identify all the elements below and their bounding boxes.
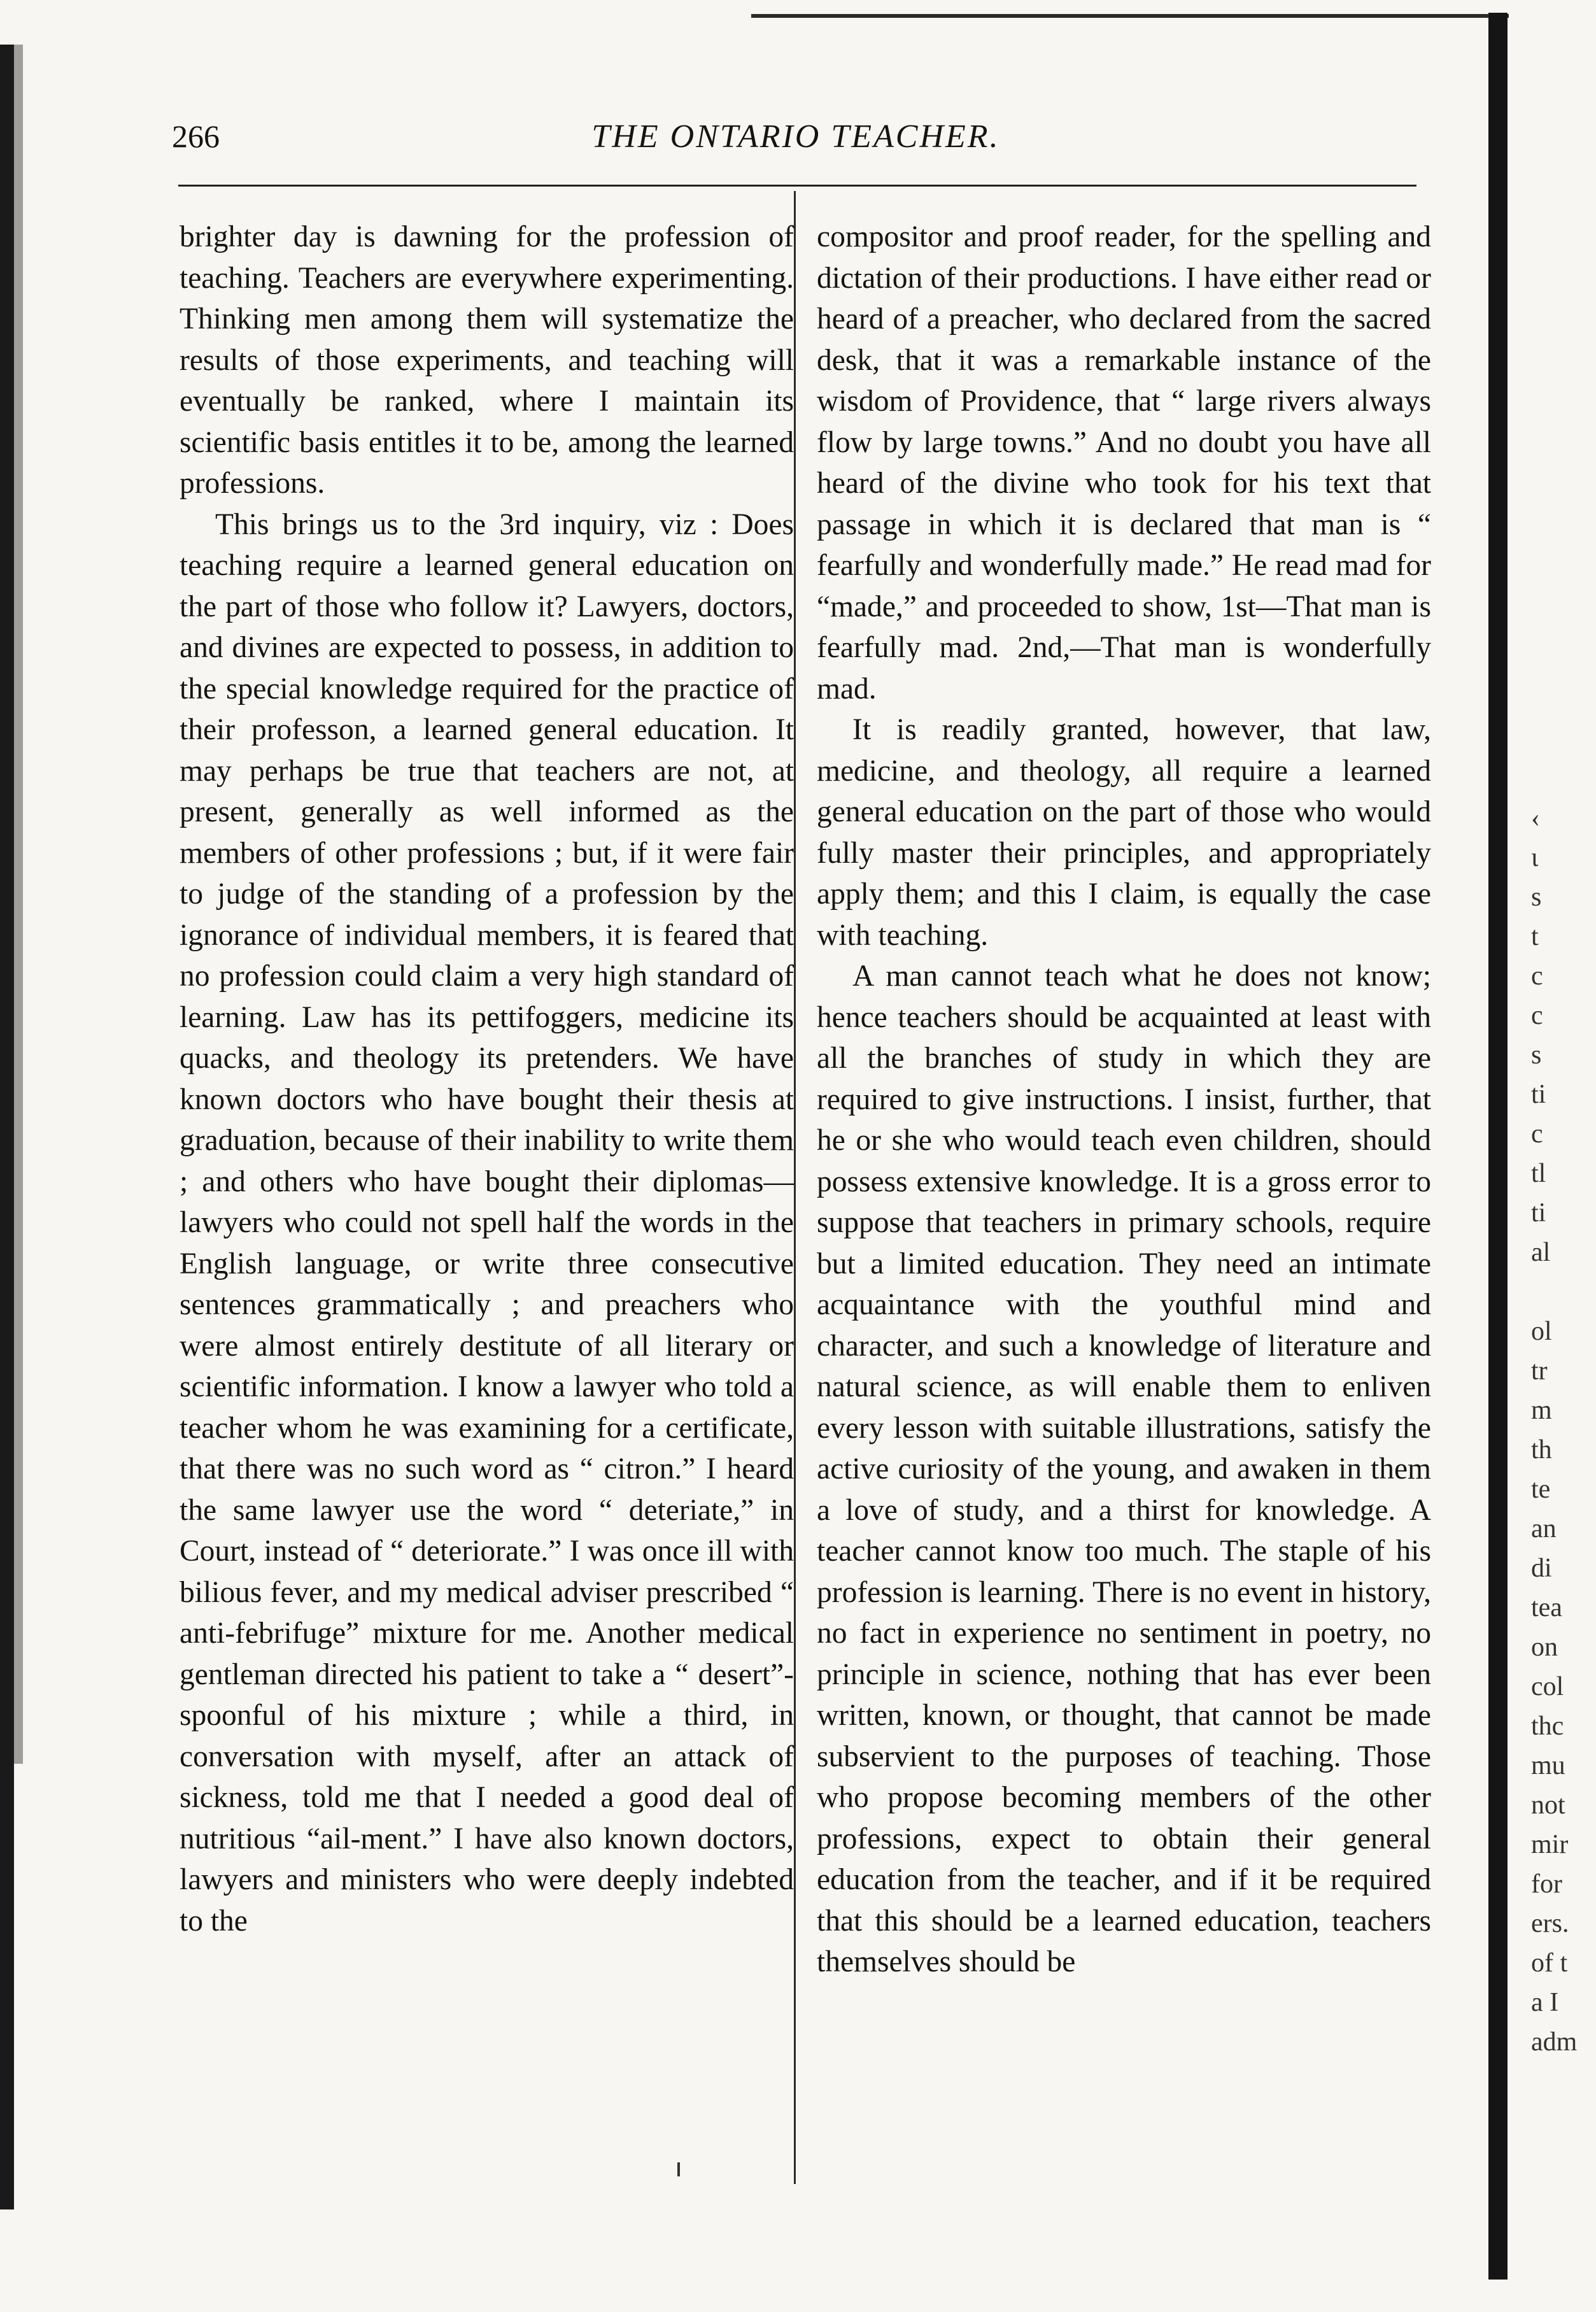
margin-fragment: ι <box>1531 843 1539 872</box>
margin-fragment: c <box>1531 1001 1543 1030</box>
margin-fragment: ti <box>1531 1198 1546 1228</box>
margin-fragment: of t <box>1531 1948 1568 1978</box>
margin-fragment: s <box>1531 1040 1542 1070</box>
paragraph: compositor and proof reader, for the spelling and dictation of their productions. I have either read or heard of a preacher, who declared from the sacred desk, that it was a remarkable instance of the wisdom of Providence, that “ large rivers always flow by large towns.” And no doubt you have all heard of the divine who took for his text that passage in which it is declared that man is “ fearfully and wonderfully made.” He read mad for “made,” and proceeded to show, 1st—That man is fearfully mad. 2nd,—That man is wonderfully mad. <box>817 220 1431 706</box>
margin-fragment: ers. <box>1531 1909 1569 1938</box>
column-divider <box>794 191 796 2184</box>
margin-fragment: mu <box>1531 1751 1565 1780</box>
page-header <box>172 105 1420 162</box>
margin-fragment: an <box>1531 1514 1557 1543</box>
margin-fragment: not <box>1531 1791 1565 1820</box>
running-title: THE ONTARIO TEACHER. <box>591 118 1000 155</box>
margin-fragment: te <box>1531 1475 1551 1504</box>
margin-fragment: ol <box>1531 1317 1552 1346</box>
margin-fragment: tl <box>1531 1159 1546 1188</box>
page-edge-bar <box>1488 13 1508 2280</box>
margin-fragment: m <box>1531 1396 1552 1425</box>
bottom-mark <box>677 2162 680 2176</box>
margin-fragment: thc <box>1531 1712 1564 1741</box>
margin-fragment: ti <box>1531 1080 1546 1109</box>
left-column <box>180 216 794 1941</box>
margin-fragment: a I <box>1531 1988 1559 2017</box>
page-gutter-shadow-inner <box>14 45 23 1764</box>
top-rule <box>751 14 1509 18</box>
paragraph: A man cannot teach what he does not know; hence teachers should be acquainted at least with all the branches of study in which they are required to give instructions. I insist, further, that he or she who would teach even children, should possess extensive knowledge. It is a gross error to suppose that teachers in primary schools, require but a limited education. They need an intimate acquaintance with the youthful mind and character, and such a knowledge of literature and natural science, as will enable them to enliven every lesson with suitable illustrations, satisfy the active curiosity of the young, and awaken in them a love of study, and a thirst for knowledge. A teacher cannot know too much. The staple of his profession is learning. There is no event in history, no fact in experience no sentiment in poetry, no principle in science, nothing that has ever been written, known, or thought, that cannot be made subservient to the purposes of teaching. Those who propose becoming members of the other professions, expect to obtain their general education from the teacher, and if it be required that this should be a learned education, teachers themselves should be <box>817 960 1431 1978</box>
margin-fragment: mir <box>1531 1830 1569 1859</box>
margin-fragment: di <box>1531 1554 1552 1583</box>
header-rule <box>178 185 1416 187</box>
paragraph: It is readily granted, however, that law, medicine, and theology, all require a learned general education on the part of those who would fully master their principles, and appropriately apply them; and this I claim, is equally the case with teaching. <box>817 713 1431 952</box>
page-gutter-shadow <box>0 45 14 2209</box>
margin-fragment: c <box>1531 1119 1543 1149</box>
margin-fragment: adm <box>1531 2027 1578 2057</box>
right-column <box>817 216 1431 1983</box>
margin-fragment: t <box>1531 922 1539 951</box>
margin-fragment: for <box>1531 1869 1562 1899</box>
margin-fragment <box>1531 1273 1595 1312</box>
margin-fragment: on <box>1531 1633 1558 1662</box>
margin-fragment: s <box>1531 883 1542 912</box>
next-page-fragments <box>1531 799 1595 2062</box>
page-number: 266 <box>172 118 220 154</box>
paragraph: brighter day is dawning for the profession of teaching. Teachers are everywhere experimenting. Thinking men among them will systematize the results of those experiments, and teaching will eventually be ranked, where I maintain its scientific basis entitles it to be, among the learned professions. <box>180 220 794 500</box>
margin-fragment: col <box>1531 1672 1564 1701</box>
paragraph: This brings us to the 3rd inquiry, viz : Does teaching require a learned general education on the part of those who follow it? Lawyers, doctors, and divines are expected to possess, in addition to the special knowledge required for the practice of their professon, a learned general education. It may perhaps be true that teachers are not, at present, generally as well informed as the members of other professions ; but, if it were fair to judge of the standing of a profession by the ignorance of individual members, it is feared that no profession could claim a very high standard of learning. Law has its pettifoggers, medicine its quacks, and theology its pretenders. We have known doctors who have bought their thesis at graduation, because of their inability to write them ; and others who have bought their diplomas—lawyers who could not spell half the words in the English language, or write three consecutive sentences grammatically ; and preachers who were almost entirely destitute of all literary or scientific information. I know a lawyer who told a teacher whom he was examining for a certificate, that there was no such word as “ citron.” I heard the same lawyer use the word “ deteriate,” in Court, instead of “ deteriorate.” I was once ill with bilious fever, and my medical adviser prescribed “ anti-febrifuge” mixture for me. Another medical gentleman directed his patient to take a “ desert”-spoonful of his mixture ; while a third, in conversation with myself, after an attack of sickness, told me that I needed a good deal of nutritious “ail-ment.” I have also known doctors, lawyers and ministers who were deeply indebted to the <box>180 507 794 1938</box>
margin-fragment: tea <box>1531 1593 1562 1622</box>
margin-fragment: th <box>1531 1435 1552 1465</box>
margin-fragment: c <box>1531 961 1543 991</box>
margin-fragment: ‹ <box>1531 804 1540 833</box>
margin-fragment: tr <box>1531 1356 1548 1386</box>
margin-fragment: al <box>1531 1238 1551 1267</box>
